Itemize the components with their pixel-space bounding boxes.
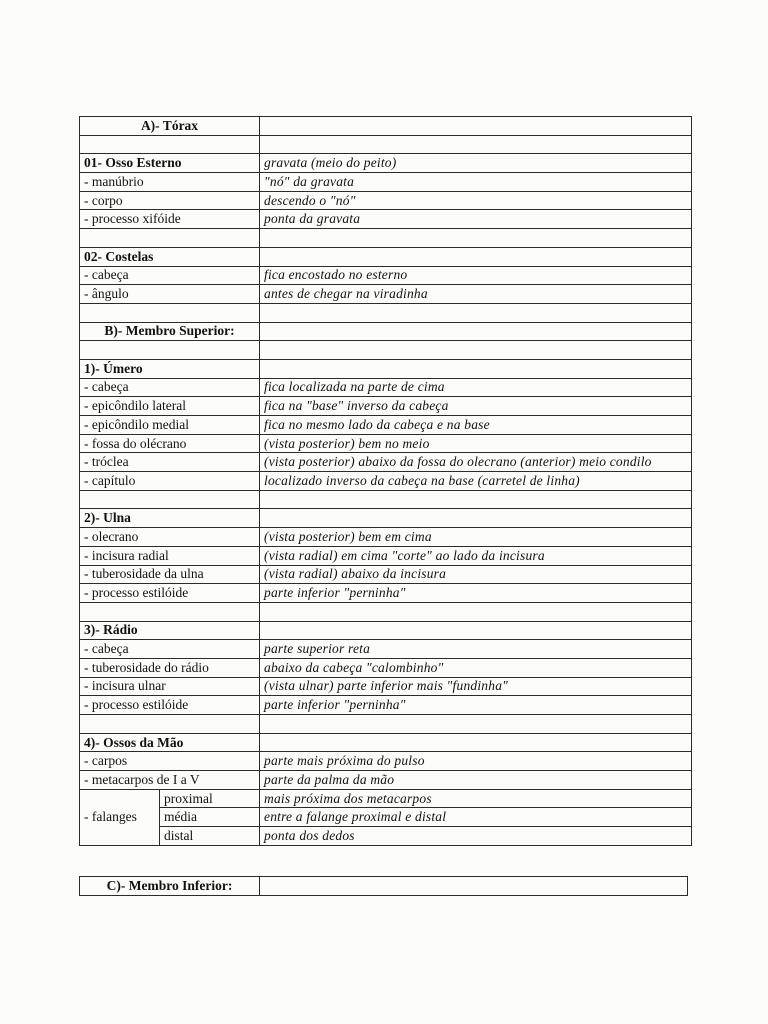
table-row [80,752,692,771]
handwritten-note: fica no mesmo lado da cabeça e na base [260,416,692,435]
handwritten-note: localizado inverso da cabeça na base (carretel de linha) [260,472,692,491]
blank-row [80,303,692,322]
handwritten-note: parte superior reta [260,640,692,659]
row-label: - epicôndilo medial [80,416,260,435]
section-header-torax [80,117,692,136]
falange-sub-label: média [160,808,260,827]
row-label: - ângulo [80,285,260,304]
row-label: - metacarpos de I a V [80,771,260,790]
anatomy-notes-table [79,116,692,846]
section-header-membro-superior [80,322,692,341]
handwritten-note: ponta dos dedos [260,827,692,846]
falange-sub-label: proximal [160,789,260,808]
table-row [80,416,692,435]
blank-row [80,490,692,509]
row-label: - tuberosidade do rádio [80,658,260,677]
table-row [80,771,692,790]
table-row [80,565,692,584]
membro-inferior-table [79,876,688,896]
handwritten-note: entre a falange proximal e distal [260,808,692,827]
section-header-membro-inferior [80,877,688,896]
table-row [80,528,692,547]
table-row [80,266,692,285]
group-title: 01- Osso Esterno [80,154,260,173]
blank-row [80,135,692,154]
table-row [80,397,692,416]
row-label: - cabeça [80,640,260,659]
table-row [80,827,692,846]
handwritten-note: "nó" da gravata [260,173,692,192]
table-row [80,434,692,453]
row-label: - corpo [80,191,260,210]
table-row [80,210,692,229]
section-title: A)- Tórax [80,117,260,136]
row-label: - capítulo [80,472,260,491]
table-row [80,191,692,210]
table-row [80,696,692,715]
table-row [80,808,692,827]
group-header-ulna [80,509,692,528]
group-header-radio [80,621,692,640]
row-label: - cabeça [80,266,260,285]
row-label: - carpos [80,752,260,771]
handwritten-note: abaixo da cabeça "calombinho" [260,658,692,677]
row-label: - cabeça [80,378,260,397]
group-title: 2)- Ulna [80,509,260,528]
table-row [80,285,692,304]
handwritten-note: ponta da gravata [260,210,692,229]
handwritten-note: parte inferior "perninha" [260,696,692,715]
row-label: - processo estilóide [80,584,260,603]
handwritten-note: (vista posterior) bem em cima [260,528,692,547]
group-title: 3)- Rádio [80,621,260,640]
empty-cell [260,117,692,136]
handwritten-note: parte inferior "perninha" [260,584,692,603]
table-row [80,453,692,472]
row-label: - processo estilóide [80,696,260,715]
table-row [80,658,692,677]
table-row [80,472,692,491]
table-row [80,584,692,603]
table-row [80,789,692,808]
group-title: 02- Costelas [80,247,260,266]
section-title: B)- Membro Superior: [80,322,260,341]
blank-row [80,715,692,734]
row-label: - tuberosidade da ulna [80,565,260,584]
table-row [80,546,692,565]
blank-row [80,229,692,248]
handwritten-note: gravata (meio do peito) [260,154,692,173]
handwritten-note: fica na "base" inverso da cabeça [260,397,692,416]
row-label: - incisura ulnar [80,677,260,696]
falange-sub-label: distal [160,827,260,846]
row-label: - fossa do olécrano [80,434,260,453]
row-label: - olecrano [80,528,260,547]
handwritten-note: parte mais próxima do pulso [260,752,692,771]
table-row [80,677,692,696]
handwritten-note: (vista posterior) bem no meio [260,434,692,453]
falanges-label: - falanges [80,789,160,845]
row-label: - manúbrio [80,173,260,192]
row-label: - processo xifóide [80,210,260,229]
row-label: - epicôndilo lateral [80,397,260,416]
section-title: C)- Membro Inferior: [80,877,260,896]
group-title: 4)- Ossos da Mão [80,733,260,752]
handwritten-note: descendo o "nó" [260,191,692,210]
table-row [80,640,692,659]
handwritten-note: parte da palma da mão [260,771,692,790]
handwritten-note: (vista radial) em cima "corte" ao lado da incisura [260,546,692,565]
group-title: 1)- Úmero [80,359,260,378]
blank-row [80,341,692,360]
handwritten-note: (vista ulnar) parte inferior mais "fundinha" [260,677,692,696]
row-label: - tróclea [80,453,260,472]
row-label: - incisura radial [80,546,260,565]
table-row [80,378,692,397]
group-header-mao [80,733,692,752]
handwritten-note: (vista radial) abaixo da incisura [260,565,692,584]
handwritten-note: fica localizada na parte de cima [260,378,692,397]
handwritten-note: mais próxima dos metacarpos [260,789,692,808]
group-header-costelas [80,247,692,266]
handwritten-note: fica encostado no esterno [260,266,692,285]
blank-row [80,602,692,621]
handwritten-note: (vista posterior) abaixo da fossa do olecrano (anterior) meio condilo [260,453,692,472]
group-header-umero [80,359,692,378]
group-header-esterno [80,154,692,173]
table-row [80,173,692,192]
handwritten-note: antes de chegar na viradinha [260,285,692,304]
